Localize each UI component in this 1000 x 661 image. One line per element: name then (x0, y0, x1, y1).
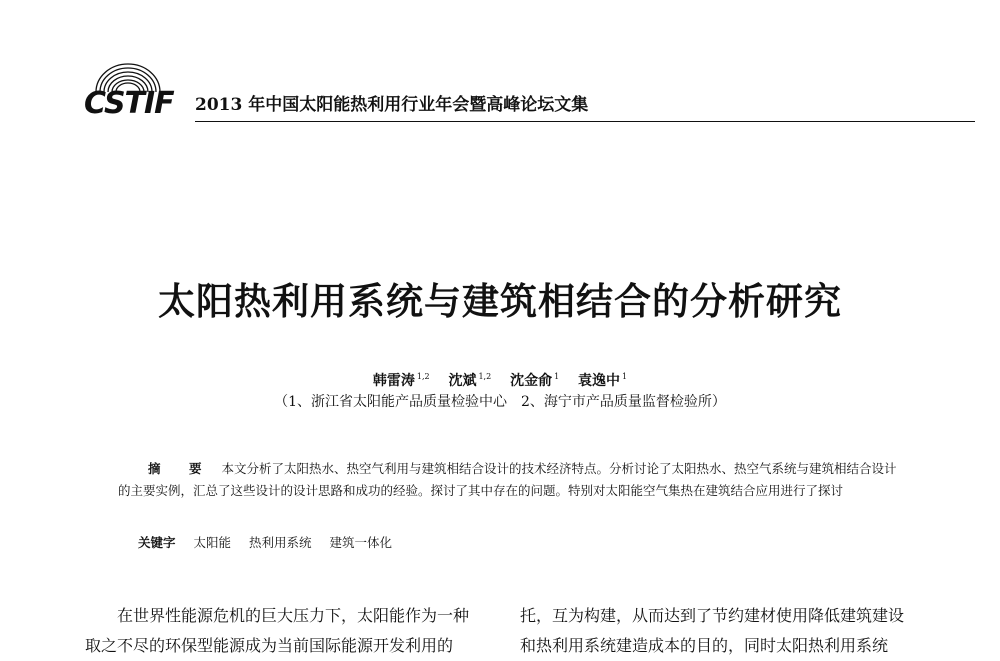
cstif-logo (84, 58, 184, 124)
author-affiliation-mark: 1,2 (478, 372, 492, 381)
author-name: 沈金俞 (510, 372, 553, 389)
keyword: 热利用系统 (249, 535, 312, 550)
paper-title: 太阳热利用系统与建筑相结合的分析研究 (158, 279, 842, 323)
collection-title: 2013 年中国太阳能热利用行业年会暨高峰论坛文集 (195, 95, 589, 115)
keywords-label: 关键字 (138, 535, 176, 550)
author (448, 373, 491, 389)
keyword: 太阳能 (193, 535, 232, 550)
author-list (0, 368, 1000, 390)
author-affiliation-mark: 1 (622, 372, 628, 381)
author (510, 373, 559, 389)
body-column-left (85, 601, 495, 661)
body-line: 取之不尽的环保型能源成为当前国际能源开发利用的 (85, 636, 454, 655)
author (578, 373, 627, 389)
author (373, 373, 430, 389)
author-name: 袁逸中 (578, 372, 621, 389)
author-affiliation-mark: 1 (554, 372, 560, 381)
author-affiliation-mark: 1,2 (416, 372, 430, 381)
body-line: 和热利用系统建造成本的目的，同时太阳热利用系统 (520, 636, 889, 655)
abstract-label: 摘 要 (148, 461, 210, 476)
keywords (138, 533, 838, 553)
author-name: 韩雷涛 (372, 372, 415, 389)
header-divider (195, 121, 975, 122)
abstract-text: 本文分析了太阳热水、热空气利用与建筑相结合设计的技术经济特点。分析讨论了太阳热水、热空气系统与建筑相结合设计的主要实例，汇总了这些设计的设计思路和成功的经验。探讨了其中存在的问题。特别对太阳能空气集热在建筑结合应用进行了探讨 (118, 461, 897, 498)
abstract (118, 458, 908, 502)
body-line: 托，互为构建，从而达到了节约建材使用降低建筑建设 (520, 606, 905, 625)
affiliation: （1、浙江省太阳能产品质量检验中心 2、海宁市产品质量监督检验所） (274, 394, 726, 410)
body-line: 在世界性能源危机的巨大压力下，太阳能作为一种 (117, 606, 470, 625)
body-column-right (520, 601, 930, 661)
logo-text: CSTIF (84, 86, 174, 121)
author-name: 沈斌 (448, 372, 477, 389)
keyword: 建筑一体化 (329, 535, 393, 550)
